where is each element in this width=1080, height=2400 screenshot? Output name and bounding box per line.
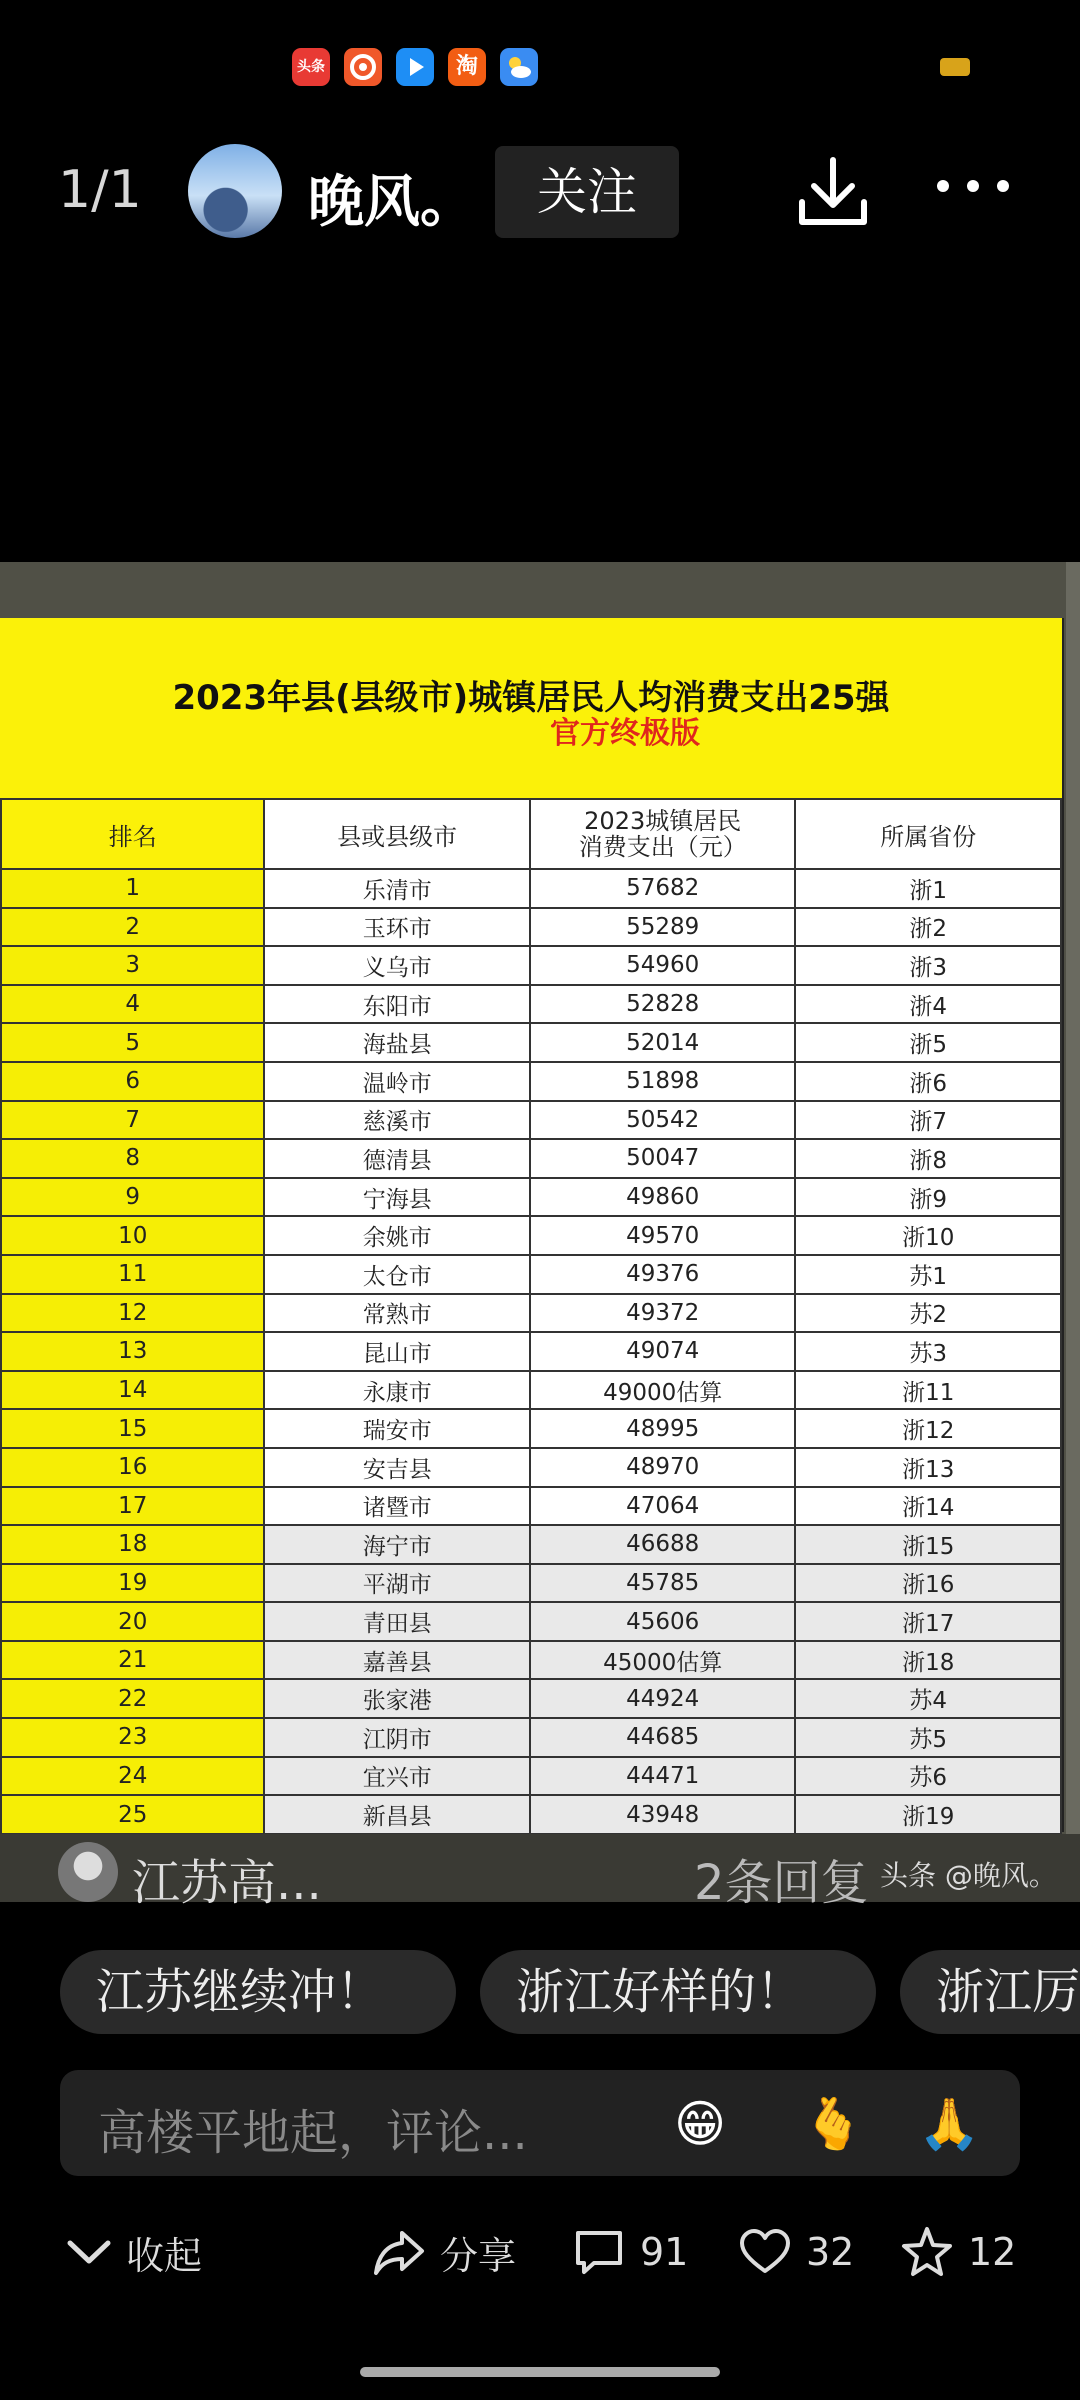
province-cell: 浙18 bbox=[795, 1641, 1061, 1680]
rank-cell: 4 bbox=[1, 985, 264, 1024]
spending-cell: 49372 bbox=[530, 1294, 796, 1333]
table-row bbox=[1, 1602, 1061, 1641]
table-row bbox=[1, 908, 1061, 947]
heart-icon bbox=[738, 2225, 792, 2279]
collapse-button[interactable] bbox=[66, 2218, 202, 2286]
province-cell: 浙15 bbox=[795, 1525, 1061, 1564]
table-row bbox=[1, 1294, 1061, 1333]
table-row bbox=[1, 1371, 1061, 1410]
finger-heart-emoji-icon[interactable]: 🫰 bbox=[802, 2095, 865, 2153]
table-row bbox=[1, 1216, 1061, 1255]
quick-reply-chips bbox=[0, 1950, 1080, 2036]
province-cell: 浙8 bbox=[795, 1139, 1061, 1178]
province-cell: 浙14 bbox=[795, 1487, 1061, 1526]
table-row bbox=[1, 946, 1061, 985]
follow-button[interactable]: 关注 bbox=[495, 146, 679, 238]
rank-cell: 20 bbox=[1, 1602, 264, 1641]
table-row bbox=[1, 1564, 1061, 1603]
rank-cell: 7 bbox=[1, 1101, 264, 1140]
rank-cell: 3 bbox=[1, 946, 264, 985]
county-cell: 安吉县 bbox=[264, 1448, 529, 1487]
province-cell: 浙2 bbox=[795, 908, 1061, 947]
spending-cell: 50542 bbox=[530, 1101, 796, 1140]
province-cell: 苏1 bbox=[795, 1255, 1061, 1294]
table-row bbox=[1, 1679, 1061, 1718]
comments-button[interactable] bbox=[572, 2218, 688, 2286]
share-button[interactable] bbox=[372, 2218, 516, 2286]
download-icon[interactable] bbox=[796, 152, 870, 232]
province-cell: 苏5 bbox=[795, 1718, 1061, 1757]
comment-input[interactable] bbox=[60, 2070, 1020, 2176]
county-cell: 太仓市 bbox=[264, 1255, 529, 1294]
county-cell: 永康市 bbox=[264, 1371, 529, 1410]
rank-cell: 2 bbox=[1, 908, 264, 947]
page-indicator: 1/1 bbox=[58, 160, 142, 220]
county-cell: 温岭市 bbox=[264, 1062, 529, 1101]
column-header-county: 县或县级市 bbox=[264, 799, 529, 869]
chevron-down-icon bbox=[66, 2237, 112, 2267]
province-cell: 浙17 bbox=[795, 1602, 1061, 1641]
table-row bbox=[1, 985, 1061, 1024]
county-cell: 嘉善县 bbox=[264, 1641, 529, 1680]
rank-cell: 5 bbox=[1, 1023, 264, 1062]
province-cell: 浙4 bbox=[795, 985, 1061, 1024]
province-cell: 浙3 bbox=[795, 946, 1061, 985]
spending-cell: 48970 bbox=[530, 1448, 796, 1487]
county-cell: 常熟市 bbox=[264, 1294, 529, 1333]
rank-cell: 6 bbox=[1, 1062, 264, 1101]
spending-cell: 45606 bbox=[530, 1602, 796, 1641]
table-row bbox=[1, 1795, 1061, 1834]
spending-cell: 54960 bbox=[530, 946, 796, 985]
rank-cell: 15 bbox=[1, 1409, 264, 1448]
rank-cell: 19 bbox=[1, 1564, 264, 1603]
spending-cell: 57682 bbox=[530, 869, 796, 908]
county-cell: 江阴市 bbox=[264, 1718, 529, 1757]
county-cell: 义乌市 bbox=[264, 946, 529, 985]
spending-cell: 49000估算 bbox=[530, 1371, 796, 1410]
table-row bbox=[1, 1139, 1061, 1178]
county-cell: 青田县 bbox=[264, 1602, 529, 1641]
rank-cell: 24 bbox=[1, 1757, 264, 1796]
rank-cell: 12 bbox=[1, 1294, 264, 1333]
rank-cell: 21 bbox=[1, 1641, 264, 1680]
rank-cell: 23 bbox=[1, 1718, 264, 1757]
county-cell: 余姚市 bbox=[264, 1216, 529, 1255]
county-cell: 昆山市 bbox=[264, 1332, 529, 1371]
county-cell: 宜兴市 bbox=[264, 1757, 529, 1796]
video-app-icon bbox=[396, 48, 434, 86]
county-cell: 东阳市 bbox=[264, 985, 529, 1024]
spending-cell: 52828 bbox=[530, 985, 796, 1024]
county-cell: 诸暨市 bbox=[264, 1487, 529, 1526]
table-row bbox=[1, 1178, 1061, 1217]
table-row bbox=[1, 1255, 1061, 1294]
table-row bbox=[1, 1641, 1061, 1680]
table-title-box bbox=[0, 618, 1062, 800]
ranking-table-image bbox=[0, 618, 1064, 1832]
county-cell: 平湖市 bbox=[264, 1564, 529, 1603]
rank-cell: 22 bbox=[1, 1679, 264, 1718]
county-cell: 张家港 bbox=[264, 1679, 529, 1718]
table-row bbox=[1, 1409, 1061, 1448]
table-header-row bbox=[1, 799, 1061, 869]
collapse-label: 收起 bbox=[126, 2233, 203, 2278]
spending-cell: 49376 bbox=[530, 1255, 796, 1294]
spending-cell: 47064 bbox=[530, 1487, 796, 1526]
rank-cell: 17 bbox=[1, 1487, 264, 1526]
province-cell: 苏6 bbox=[795, 1757, 1061, 1796]
county-cell: 新昌县 bbox=[264, 1795, 529, 1834]
rank-cell: 9 bbox=[1, 1178, 264, 1217]
taobao-app-icon: 淘 bbox=[448, 48, 486, 86]
like-count: 32 bbox=[806, 2230, 855, 2274]
province-cell: 浙10 bbox=[795, 1216, 1061, 1255]
spending-cell: 45000估算 bbox=[530, 1641, 796, 1680]
county-cell: 海盐县 bbox=[264, 1023, 529, 1062]
province-cell: 浙19 bbox=[795, 1795, 1061, 1834]
spending-cell: 49074 bbox=[530, 1332, 796, 1371]
reply-count[interactable]: 2条回复 bbox=[694, 1855, 869, 1911]
ranking-table bbox=[0, 798, 1062, 1835]
watermark: 头条 @晚风。 bbox=[880, 1859, 1057, 1892]
spending-cell: 44924 bbox=[530, 1679, 796, 1718]
spending-cell: 50047 bbox=[530, 1139, 796, 1178]
spending-cell: 44685 bbox=[530, 1718, 796, 1757]
province-cell: 苏3 bbox=[795, 1332, 1061, 1371]
county-cell: 乐清市 bbox=[264, 869, 529, 908]
table-subtitle: 官方终极版 bbox=[550, 716, 700, 751]
column-header-spending-line: 消费支出（元） bbox=[578, 833, 747, 861]
commenter-avatar bbox=[58, 1842, 118, 1902]
table-row bbox=[1, 1487, 1061, 1526]
province-cell: 浙12 bbox=[795, 1409, 1061, 1448]
province-cell: 浙13 bbox=[795, 1448, 1061, 1487]
province-cell: 浙6 bbox=[795, 1062, 1061, 1101]
like-button[interactable] bbox=[738, 2218, 854, 2286]
post-header bbox=[0, 140, 1080, 250]
battery-icon bbox=[940, 58, 970, 76]
spending-cell: 49570 bbox=[530, 1216, 796, 1255]
spending-cell: 46688 bbox=[530, 1525, 796, 1564]
spending-cell: 52014 bbox=[530, 1023, 796, 1062]
province-cell: 浙16 bbox=[795, 1564, 1061, 1603]
author-avatar[interactable] bbox=[188, 144, 282, 238]
favorite-button[interactable] bbox=[900, 2218, 1016, 2286]
image-edge bbox=[1066, 562, 1080, 1902]
toutiao-app-icon: 头条 bbox=[292, 48, 330, 86]
grin-emoji-icon[interactable]: 😁 bbox=[674, 2095, 727, 2153]
county-cell: 瑞安市 bbox=[264, 1409, 529, 1448]
table-row bbox=[1, 1062, 1061, 1101]
table-row bbox=[1, 1023, 1061, 1062]
commenter-name: 江苏高... bbox=[132, 1855, 322, 1911]
county-cell: 宁海县 bbox=[264, 1178, 529, 1217]
column-header-province: 所属省份 bbox=[795, 799, 1061, 869]
province-cell: 苏2 bbox=[795, 1294, 1061, 1333]
rank-cell: 8 bbox=[1, 1139, 264, 1178]
rank-cell: 13 bbox=[1, 1332, 264, 1371]
spending-cell: 43948 bbox=[530, 1795, 796, 1834]
home-indicator[interactable] bbox=[360, 2367, 720, 2377]
province-cell: 苏4 bbox=[795, 1679, 1061, 1718]
share-label: 分享 bbox=[440, 2233, 517, 2278]
county-cell: 海宁市 bbox=[264, 1525, 529, 1564]
table-row bbox=[1, 1718, 1061, 1757]
weibo-app-icon bbox=[344, 48, 382, 86]
spending-cell: 45785 bbox=[530, 1564, 796, 1603]
rank-cell: 16 bbox=[1, 1448, 264, 1487]
status-bar bbox=[0, 48, 1080, 92]
county-cell: 德清县 bbox=[264, 1139, 529, 1178]
province-cell: 浙11 bbox=[795, 1371, 1061, 1410]
share-icon bbox=[372, 2225, 426, 2279]
spending-cell: 55289 bbox=[530, 908, 796, 947]
column-header-rank: 排名 bbox=[1, 799, 264, 869]
quick-reply-chip[interactable]: 浙江厉 bbox=[900, 1950, 1080, 2034]
author-name[interactable]: 晚风。 bbox=[308, 170, 476, 235]
table-row bbox=[1, 1757, 1061, 1796]
favorite-count: 12 bbox=[968, 2230, 1017, 2274]
star-icon bbox=[900, 2225, 954, 2279]
rank-cell: 18 bbox=[1, 1525, 264, 1564]
spending-cell: 49860 bbox=[530, 1178, 796, 1217]
province-cell: 浙1 bbox=[795, 869, 1061, 908]
rank-cell: 14 bbox=[1, 1371, 264, 1410]
weather-app-icon bbox=[500, 48, 538, 86]
quick-reply-chip[interactable]: 浙江好样的！ bbox=[480, 1950, 876, 2034]
spending-cell: 51898 bbox=[530, 1062, 796, 1101]
comment-count: 91 bbox=[640, 2230, 689, 2274]
comment-placeholder: 高楼平地起，评论... bbox=[98, 2105, 528, 2161]
table-row bbox=[1, 1101, 1061, 1140]
spending-cell: 48995 bbox=[530, 1409, 796, 1448]
spending-cell: 44471 bbox=[530, 1757, 796, 1796]
action-bar bbox=[0, 2218, 1080, 2286]
table-row bbox=[1, 869, 1061, 908]
rank-cell: 11 bbox=[1, 1255, 264, 1294]
county-cell: 慈溪市 bbox=[264, 1101, 529, 1140]
province-cell: 浙7 bbox=[795, 1101, 1061, 1140]
table-row bbox=[1, 1332, 1061, 1371]
comment-preview[interactable] bbox=[0, 1834, 1080, 1911]
rank-cell: 25 bbox=[1, 1795, 264, 1834]
rank-cell: 1 bbox=[1, 869, 264, 908]
comment-icon bbox=[572, 2225, 626, 2279]
table-title: 2023年县(县级市)城镇居民人均消费支出25强 bbox=[172, 678, 890, 718]
column-header-spending bbox=[530, 799, 796, 869]
more-options-icon[interactable] bbox=[932, 166, 1014, 206]
province-cell: 浙5 bbox=[795, 1023, 1061, 1062]
table-row bbox=[1, 1448, 1061, 1487]
table-row bbox=[1, 1525, 1061, 1564]
quick-reply-chip[interactable]: 江苏继续冲！ bbox=[60, 1950, 456, 2034]
column-header-spending-line: 2023城镇居民 bbox=[584, 807, 742, 835]
province-cell: 浙9 bbox=[795, 1178, 1061, 1217]
pray-emoji-icon[interactable]: 🙏 bbox=[918, 2095, 981, 2153]
rank-cell: 10 bbox=[1, 1216, 264, 1255]
county-cell: 玉环市 bbox=[264, 908, 529, 947]
